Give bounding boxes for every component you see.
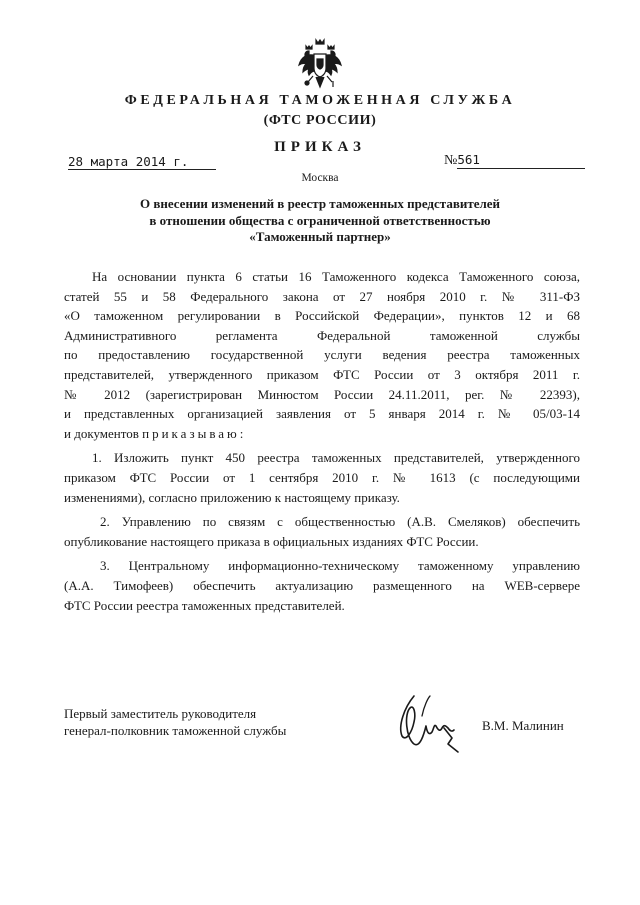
order-word: приказываю: xyxy=(142,425,247,441)
item3-line: 3. Центральному информационно-техническому таможенному управлению xyxy=(100,558,580,574)
item3-line: (А.А. Тимофеев) обеспечить актуализацию размещенного на WEB-сервере xyxy=(64,577,580,593)
signer-position-line: генерал-полковник таможенной службы xyxy=(64,723,287,738)
body-line: и представленных организацией заявления от 5 января 2014 г. № 05/03-14 xyxy=(64,406,580,422)
item1-line: приказом ФТС России от 1 сентября 2010 г. № 1613 (с последующими xyxy=(64,469,580,485)
signer-name: В.М. Малинин xyxy=(482,718,564,733)
body-line: по предоставлению государственной услуги ведения реестра таможенных xyxy=(64,347,580,363)
body-line: На основании пункта 6 статьи 16 Таможенного кодекса Таможенного союза, xyxy=(92,269,580,284)
document-body xyxy=(64,267,580,615)
body-line: № 2012 (зарегистрирован Минюстом России 24.11.2011, рег. № 22393), xyxy=(64,386,580,402)
number-value: 561 xyxy=(457,152,585,169)
order-prefix: и документов xyxy=(64,425,143,441)
document-date: 28 марта 2014 г. xyxy=(68,154,216,170)
title-line: «Таможенный партнер» xyxy=(249,229,391,244)
signer-position-line: Первый заместитель руководителя xyxy=(64,706,257,721)
item1-line: 1. Изложить пункт 450 реестра таможенных представителей, утвержденного xyxy=(92,450,580,466)
item3-line: ФТС России реестра таможенных представителей. xyxy=(64,597,345,613)
handwritten-signature-icon xyxy=(392,688,472,760)
double-headed-eagle-emblem-icon xyxy=(297,38,343,90)
document-title xyxy=(80,196,560,246)
body-line: представителей, утвержденного приказом ФТС России от 3 октября 2011 г. xyxy=(64,366,580,382)
title-line: О внесении изменений в реестр таможенных представителей xyxy=(139,196,501,211)
item1-line: изменениями), согласно приложению к настоящему приказу. xyxy=(64,489,400,505)
item2-line: опубликование настоящего приказа в официальных изданиях ФТС России. xyxy=(64,533,479,549)
agency-name: ФЕДЕРАЛЬНАЯ ТАМОЖЕННАЯ СЛУЖБА xyxy=(124,93,516,108)
document-number xyxy=(444,152,585,169)
body-line: Административного регламента Федеральной таможенной службы xyxy=(64,327,580,343)
document-type: ПРИКАЗ xyxy=(274,139,366,155)
city: Москва xyxy=(301,172,339,184)
number-label: № xyxy=(444,153,458,168)
body-line: «О таможенном регулировании в Российской Федерации», пунктов 12 и 68 xyxy=(64,308,580,324)
order-line xyxy=(64,424,580,444)
item2-line: 2. Управлению по связям с общественностью (А.В. Смеляков) обеспечить xyxy=(100,514,580,530)
signer-position xyxy=(64,705,286,739)
body-line: статей 55 и 58 Федерального закона от 27 ноября 2010 г. № 311-ФЗ xyxy=(64,288,580,304)
title-line: в отношении общества с ограниченной ответственностью xyxy=(149,212,491,228)
agency-short-name: (ФТС РОССИИ) xyxy=(263,113,377,128)
